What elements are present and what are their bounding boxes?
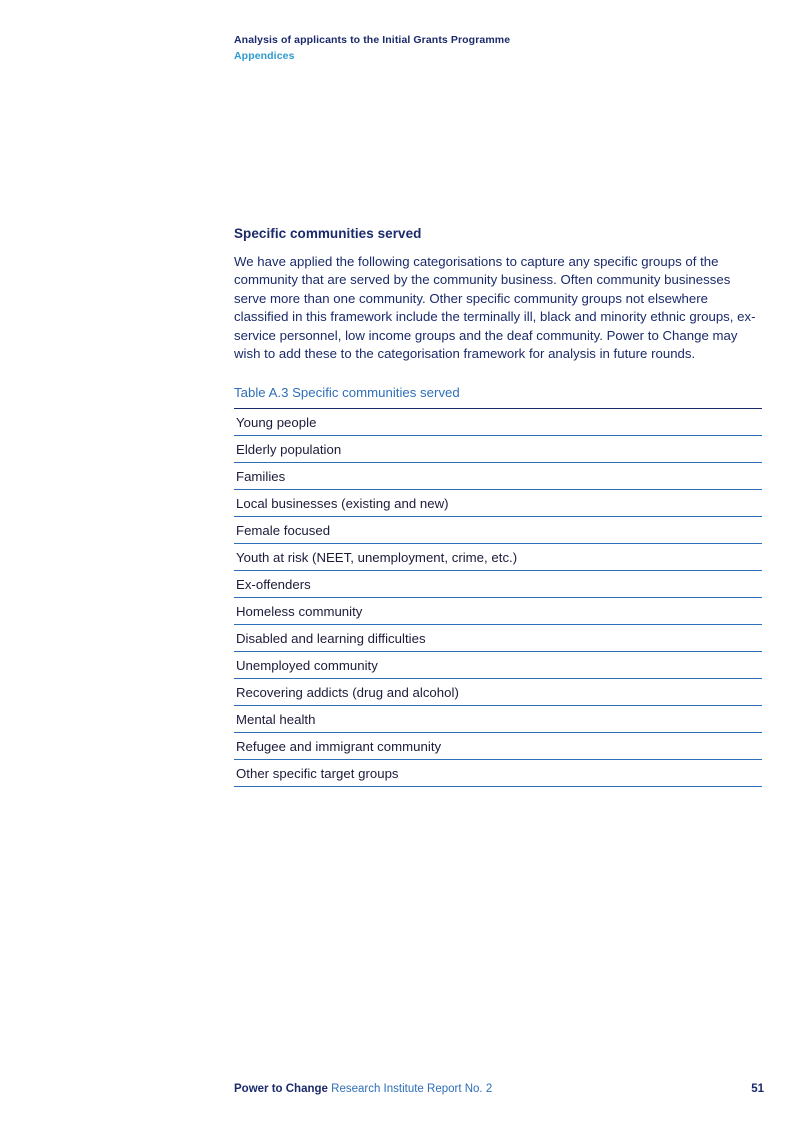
running-head-title: Analysis of applicants to the Initial Grants Programme (234, 34, 511, 46)
table-row (234, 652, 762, 679)
page-footer (234, 1083, 764, 1095)
table-cell: Ex-offenders (234, 571, 762, 598)
table-cell: Local businesses (existing and new) (234, 490, 762, 517)
table-cell: Disabled and learning difficulties (234, 625, 762, 652)
table-row (234, 463, 762, 490)
page-content (234, 226, 762, 787)
table-cell: Other specific target groups (234, 760, 762, 787)
table-cell: Female focused (234, 517, 762, 544)
table-cell: Mental health (234, 706, 762, 733)
table-row (234, 598, 762, 625)
table-cell: Recovering addicts (drug and alcohol) (234, 679, 762, 706)
page-number: 51 (751, 1083, 764, 1095)
table-row (234, 733, 762, 760)
table-cell: Refugee and immigrant community (234, 733, 762, 760)
footer-report-line (234, 1083, 492, 1095)
running-head (234, 33, 764, 63)
table-row (234, 625, 762, 652)
table-row (234, 571, 762, 598)
section-paragraph: We have applied the following categorisations to capture any specific groups of the community that are served by the community business. Often community businesses serve more than one community. Other specific community groups not elsewhere classified in this framework include the terminally ill, black and minority ethnic groups, ex-service personnel, low income groups and the deaf community. Power to Change may wish to add these to the categorisation framework for analysis in future rounds. (234, 254, 756, 362)
running-head-subtitle: Appendices (234, 50, 295, 62)
table-cell: Homeless community (234, 598, 762, 625)
table-cell: Elderly population (234, 436, 762, 463)
table-row (234, 517, 762, 544)
table-row (234, 706, 762, 733)
table-row (234, 679, 762, 706)
table-row (234, 409, 762, 436)
table-cell: Young people (234, 409, 762, 436)
table-caption: Table A.3 Specific communities served (234, 385, 460, 401)
table-cell: Youth at risk (NEET, unemployment, crime, etc.) (234, 544, 762, 571)
table-cell: Families (234, 463, 762, 490)
table-row (234, 436, 762, 463)
table-cell: Unemployed community (234, 652, 762, 679)
footer-report: Research Institute Report No. 2 (327, 1083, 493, 1095)
table-row (234, 490, 762, 517)
table-row (234, 544, 762, 571)
page-title: Specific communities served (234, 226, 422, 241)
footer-brand: Power to Change (234, 1083, 328, 1095)
table-row (234, 760, 762, 787)
specific-communities-table (234, 408, 762, 787)
